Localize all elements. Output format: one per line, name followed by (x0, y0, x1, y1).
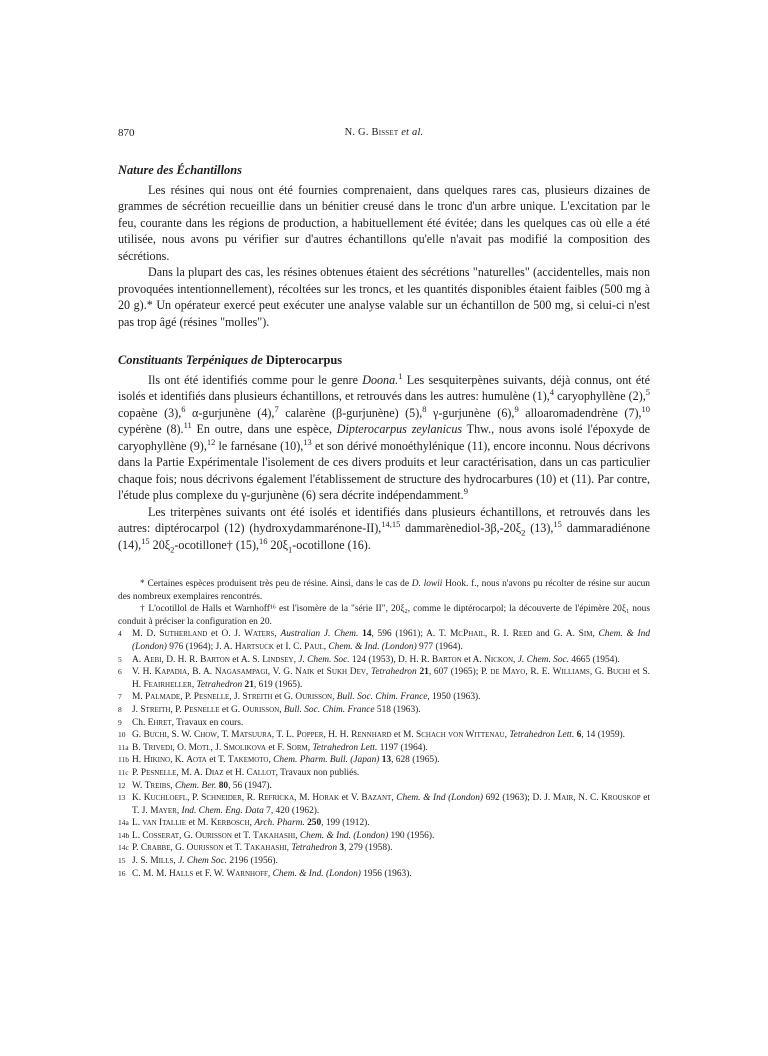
reference-number: 11b (118, 755, 129, 765)
reference-item (118, 717, 650, 730)
reference-list (118, 628, 650, 880)
running-head (118, 127, 650, 143)
reference-number: 11c (118, 767, 129, 777)
footnote-star: * Certaines espèces produisent très peu de résine. Ainsi, dans le cas de D. lowii Hook. f., nous n'avons pu récolter de résine sur aucun des nombreux exemplaires rencontrés. (118, 579, 650, 602)
reference-number: 10 (118, 730, 126, 740)
reference-text: Ch. Ehret, Travaux en cours. (132, 717, 244, 728)
footnotes-and-references (118, 578, 650, 880)
reference-item (118, 830, 650, 843)
reference-number: 14b (118, 830, 130, 840)
reference-item (118, 704, 650, 717)
reference-text: C. M. M. Halls et F. W. Warnhoff, Chem. & Ind. (London) 1956 (1963). (132, 868, 412, 879)
reference-item (118, 742, 650, 755)
reference-text: V. H. Kapadia, B. A. Nagasampagi, V. G. Naik et Sukh Dev, Tetrahedron 21, 607 (1965); P. de Mayo, R. E. Williams, G. Buchi et S. H. Feairheller, Tetrahedron 21, 619 (1965). (132, 667, 650, 690)
reference-item (118, 855, 650, 868)
reference-item (118, 628, 650, 653)
reference-item (118, 817, 650, 830)
reference-text: K. Kuchloefl, P. Schneider, R. Refricka, M. Horak et V. Bazant, Chem. & Ind (London) 692 (1963); D. J. Mair, N. C. Krouskop et T. J. Mayer, Ind. Chem. Eng. Data 7, 420 (1962). (132, 793, 650, 816)
reference-text: J. Streith, P. Pesnelle et G. Ourisson, Bull. Soc. Chim. France 518 (1963). (132, 704, 421, 715)
reference-number: 8 (118, 704, 122, 714)
reference-text: H. Hikino, K. Aota et T. Takemoto, Chem. Pharm. Bull. (Japan) 13, 628 (1965). (132, 755, 440, 766)
running-author (118, 127, 650, 138)
reference-item (118, 754, 650, 767)
footnote-dagger: † L'ocotillol de Halls et Warnhoff¹⁶ est l'isomère de la "série II", 20ξ₂, comme le diptérocarpol; la découverte de l'épimère 20ξ₁ nous conduit à préciser la configuration en 20. (118, 604, 650, 627)
reference-number: 14c (118, 843, 129, 853)
reference-text: P. Crabbe, G. Ourisson et T. Takahashi, Tetrahedron 3, 279 (1958). (132, 843, 393, 854)
reference-text: M. D. Sutherland et O. J. Waters, Australian J. Chem. 14, 596 (1961); A. T. McPhail, R. I. Reed and G. A. Sim, Chem. & Ind (London) 976 (1964); J. A. Hartsuck et I. C. Paul, Chem. & Ind. (London) 977 (1964). (132, 629, 651, 652)
paragraph-samples: Dans la plupart des cas, les résines obtenues étaient des sécrétions "naturelles" (accidentelles, mais non provoquées intentionnellement), récoltées sur les troncs, et les quantités disponibles étaient faibles (500 mg à 20 g).* Un opérateur exercé peut exécuter une analyse valable sur un échantillon de 500 mg, si celui-ci n'est pas trop âgé (résines "molles"). (118, 265, 650, 329)
reference-number: 16 (118, 868, 126, 878)
reference-item (118, 654, 650, 667)
reference-item (118, 691, 650, 704)
reference-text: P. Pesnelle, M. A. Diaz et H. Callot, Travaux non publiés. (132, 767, 360, 778)
section-heading-terpenes (118, 352, 650, 369)
reference-number: 4 (118, 629, 122, 639)
reference-number: 6 (118, 667, 122, 677)
reference-item (118, 780, 650, 793)
reference-number: 7 (118, 692, 122, 702)
paragraph-resins: Les résines qui nous ont été fournies comprenaient, dans quelques rares cas, plusieurs dizaines de grammes de sécrétion recueillie dans un bénitier creusé dans le tronc d'un arbre unique. L'excitation par le feu, courante dans les régions de production, a habituellement été évitée; dans les quelques cas où elle a été utilisée, nous avons pu vérifier sur d'autres échantillons qu'elle n'avait pas modifié la composition des sécrétions. (118, 182, 650, 263)
reference-text: L. van Itallie et M. Kerbosch, Arch. Pharm. 250, 199 (1912). (132, 818, 370, 829)
reference-item (118, 729, 650, 742)
reference-text: B. Trivedi, O. Motl, J. Smolikova et F. Sorm, Tetrahedron Lett. 1197 (1964). (132, 742, 428, 753)
reference-number: 12 (118, 780, 126, 790)
reference-number: 15 (118, 856, 126, 866)
reference-number: 5 (118, 654, 122, 664)
reference-number: 9 (118, 717, 122, 727)
author-text: N. G. Bisset et al. (344, 127, 424, 138)
reference-item (118, 842, 650, 855)
reference-text: J. S. Mills, J. Chem Soc. 2196 (1956). (132, 856, 278, 867)
reference-item (118, 868, 650, 881)
reference-number: 13 (118, 793, 126, 803)
reference-number: 11a (118, 742, 129, 752)
heading-genus: Dipterocarpus (265, 353, 343, 367)
reference-text: M. Palmade, P. Pesnelle, J. Streith et G. Ourisson, Bull. Soc. Chim. France, 1950 (1963). (132, 692, 481, 703)
reference-item (118, 767, 650, 780)
paragraph-triterpenes: Les triterpènes suivants ont été isolés et identifiés dans plusieurs échantillons, et retrouvés dans les autres: diptérocarpol (12) (hydroxydammarénone-II),$^{14,15}$ dammarènediol-$3\beta,-20\xi_2$ (13),$^{15}$ dammaradiénone (14),$^{15}$ $20\xi_2-ocotillone\dagger$ (15),$^{16}$ $20\xi_1$-ocotillone (16). (118, 504, 650, 554)
reference-text: A. Aebi, D. H. R. Barton et A. S. Lindsey, J. Chem. Soc. 124 (1953), D. H. R. Barton et A. Nickon, J. Chem. Soc. 4665 (1954). (132, 654, 620, 665)
heading-prefix: Constituants Terpéniques de (118, 353, 266, 367)
reference-number: 14a (118, 818, 129, 828)
reference-text: W. Treibs, Chem. Ber. 80, 56 (1947). (132, 780, 272, 791)
reference-item (118, 792, 650, 817)
paragraph-sesquiterpenes: Ils ont été identifiés comme pour le genre Doona.$^1$ Les sesquiterpènes suivants, déjà connus, ont été isolés et identifiés dans plusieurs échantillons, et retrouvés dans les autres: humulène (1),$^4$ caryophyllène (2),$^5$ copaène (3),$^6$ α-gurjunène (4),$^7$ calarène (β-gurjunène) (5),$^8$ γ-gurjunène (6),$^9$ alloaromadendrène (7),$^{10}$ cypérène (8).$^{11}$ En outre, dans une espèce, Dipterocarpus zeylanicus Thw., nous avons isolé l'époxyde de caryophyllène (9),$^{12}$ le farnésane (10),$^{13}$ et son dérivé monoéthylénique (11), encore inconnu. Nous décrivons dans la Partie Expérimentale l'isolement de ces divers produits et leur caractérisation, dans un cas particulier chaque fois; nous décrivons également l'établissement de structure des hydrocarbures (10) et (11). Par contre, l'étude plus complexe du γ-gurjunène (6) sera décrite indépendamment.$^9$ (118, 370, 651, 502)
page-number: 870 (118, 127, 135, 139)
body-text (118, 162, 650, 553)
section-heading-nature: Nature des Échantillons (118, 163, 242, 177)
reference-item (118, 666, 650, 691)
reference-text: G. Buchi, S. W. Chow, T. Matsuura, T. L. Popper, H. H. Rennhard et M. Schach von Wittenau, Tetrahedron Lett. 6, 14 (1959). (132, 730, 626, 741)
reference-text: L. Cosserat, G. Ourisson et T. Takahashi, Chem. & Ind. (London) 190 (1956). (132, 830, 435, 841)
